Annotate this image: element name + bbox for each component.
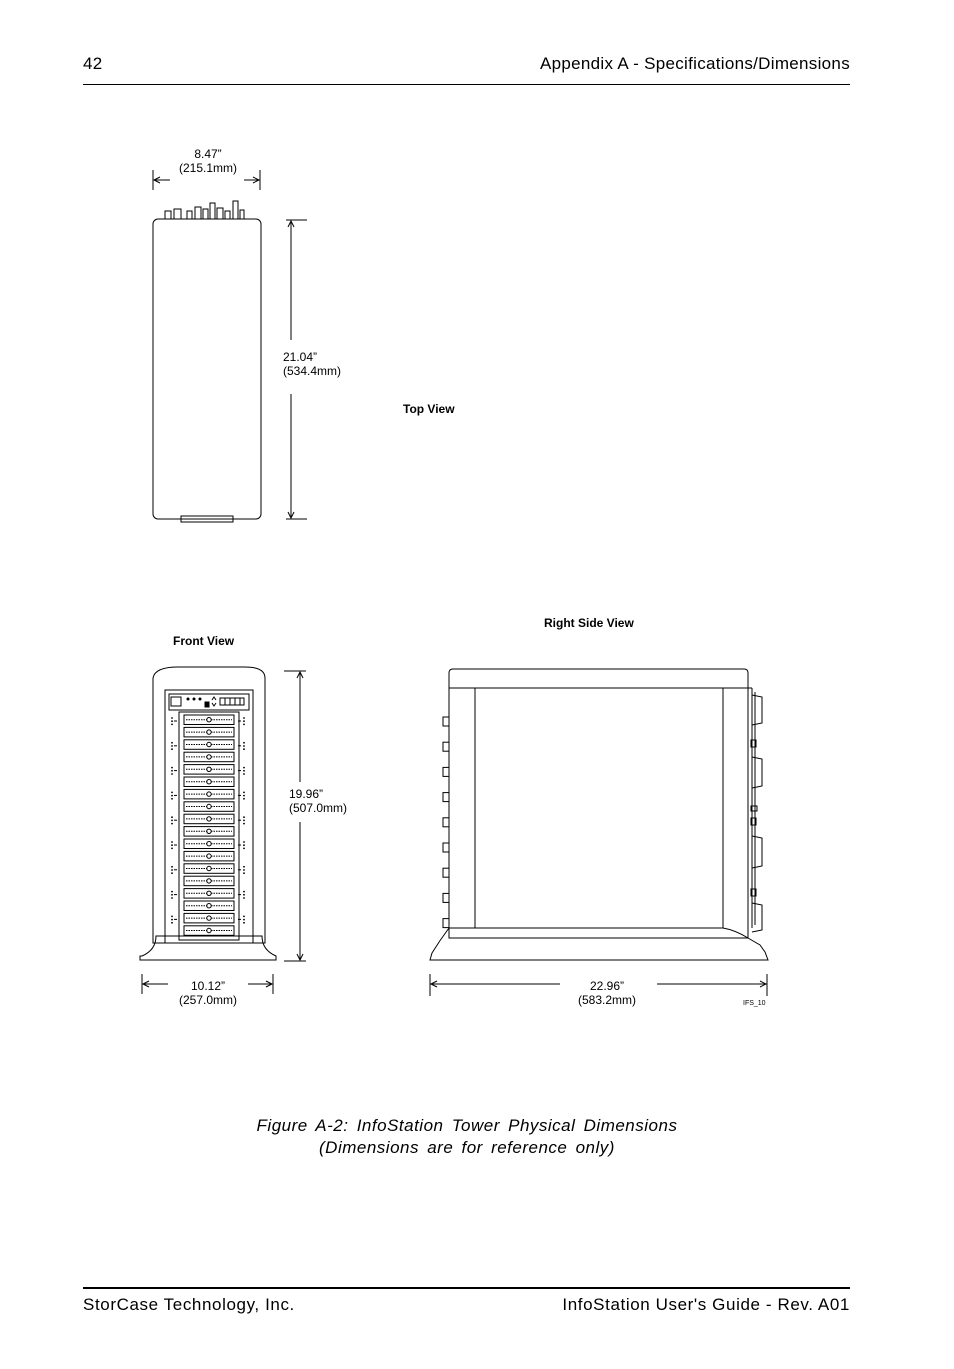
- side-view-depth-mm: (583.2mm): [577, 993, 636, 1007]
- section-title: Appendix A - Specifications/Dimensions: [539, 54, 850, 73]
- drawing-id: IFS_10: [743, 1000, 766, 1007]
- top-view-width-label: [168, 147, 248, 175]
- drive-bays: [171, 715, 245, 935]
- top-view-width-in: 8.47”: [194, 147, 222, 161]
- footer-doc-title: InfoStation User's Guide - Rev. A01: [562, 1295, 850, 1314]
- side-view-title: Right Side View: [544, 616, 634, 630]
- top-view-depth-in: 21.04”: [283, 350, 318, 364]
- top-view-width-mm: (215.1mm): [178, 161, 237, 175]
- top-view-outline: [153, 170, 307, 522]
- front-view-width-label: [168, 979, 248, 1007]
- top-view-title: Top View: [403, 402, 455, 416]
- page-number: 42: [83, 54, 103, 73]
- top-view-depth-label: [283, 350, 341, 378]
- side-view-depth-in: 22.96”: [589, 979, 625, 993]
- front-view-outline: [140, 667, 306, 994]
- front-view-height-mm: (507.0mm): [289, 801, 348, 815]
- front-view-height-label: [289, 787, 347, 815]
- figure-caption: Figure A-2: InfoStation Tower Physical Dimensions: [256, 1116, 678, 1135]
- side-view-depth-label: [562, 979, 652, 1007]
- front-view-width-in: 10.12”: [190, 979, 226, 993]
- front-view-width-mm: (257.0mm): [178, 993, 237, 1007]
- side-tabs: [443, 717, 449, 928]
- side-view-outline: [430, 669, 768, 996]
- front-view-height-in: 19.96”: [289, 787, 324, 801]
- footer-rule: [83, 1287, 850, 1289]
- top-view-depth-mm: (534.4mm): [283, 364, 342, 378]
- figure-caption-note: (Dimensions are for reference only): [319, 1138, 615, 1157]
- footer-company: StorCase Technology, Inc.: [83, 1295, 295, 1314]
- front-view-title: Front View: [173, 634, 235, 648]
